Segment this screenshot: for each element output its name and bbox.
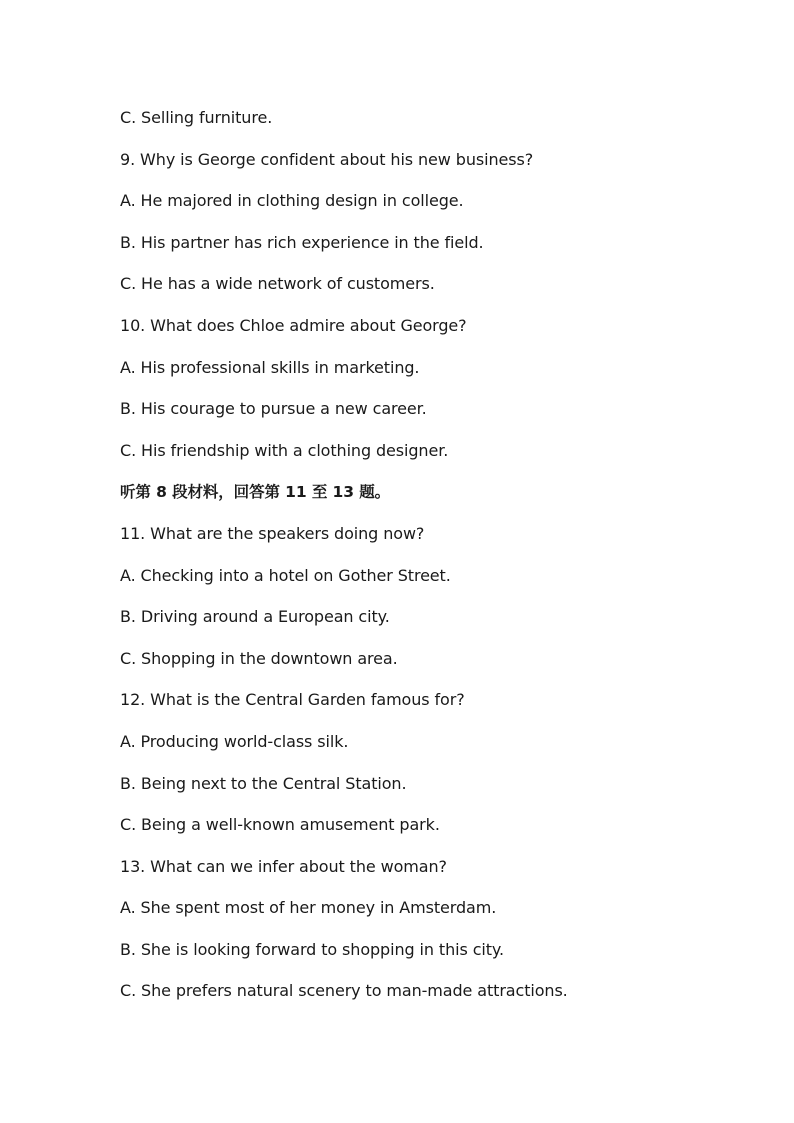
answer-option: C. Shopping in the downtown area. (120, 648, 398, 668)
answer-option: A. His professional skills in marketing. (120, 357, 420, 377)
answer-option: C. Selling furniture. (120, 108, 273, 127)
question-text: 10. What does Chloe admire about George? (120, 315, 467, 335)
answer-option: C. Being a well-known amusement park. (120, 815, 440, 835)
answer-option: C. His friendship with a clothing designer. (120, 440, 449, 460)
answer-option: C. She prefers natural scenery to man-made attractions. (120, 981, 568, 1001)
question-text: 12. What is the Central Garden famous for? (120, 690, 465, 710)
answer-option: B. His courage to pursue a new career. (120, 399, 427, 419)
answer-option: B. Being next to the Central Station. (120, 773, 407, 793)
answer-option: B. She is looking forward to shopping in this city. (120, 939, 504, 959)
question-text: 13. What can we infer about the woman? (120, 856, 447, 876)
answer-option: A. She spent most of her money in Amsterdam. (120, 898, 497, 918)
answer-option: B. His partner has rich experience in the field. (120, 232, 484, 252)
listening-questions (120, 106, 720, 1021)
answer-option: C. He has a wide network of customers. (120, 274, 435, 294)
section-instruction: 听第 8 段材料，回答第 11 至 13 题。 (120, 483, 391, 502)
answer-option: A. He majored in clothing design in college. (120, 191, 464, 211)
answer-option: B. Driving around a European city. (120, 607, 390, 627)
question-text: 11. What are the speakers doing now? (120, 523, 425, 543)
answer-option: A. Producing world-class silk. (120, 731, 349, 751)
question-text: 9. Why is George confident about his new business? (120, 149, 534, 169)
answer-option: A. Checking into a hotel on Gother Street. (120, 565, 451, 585)
